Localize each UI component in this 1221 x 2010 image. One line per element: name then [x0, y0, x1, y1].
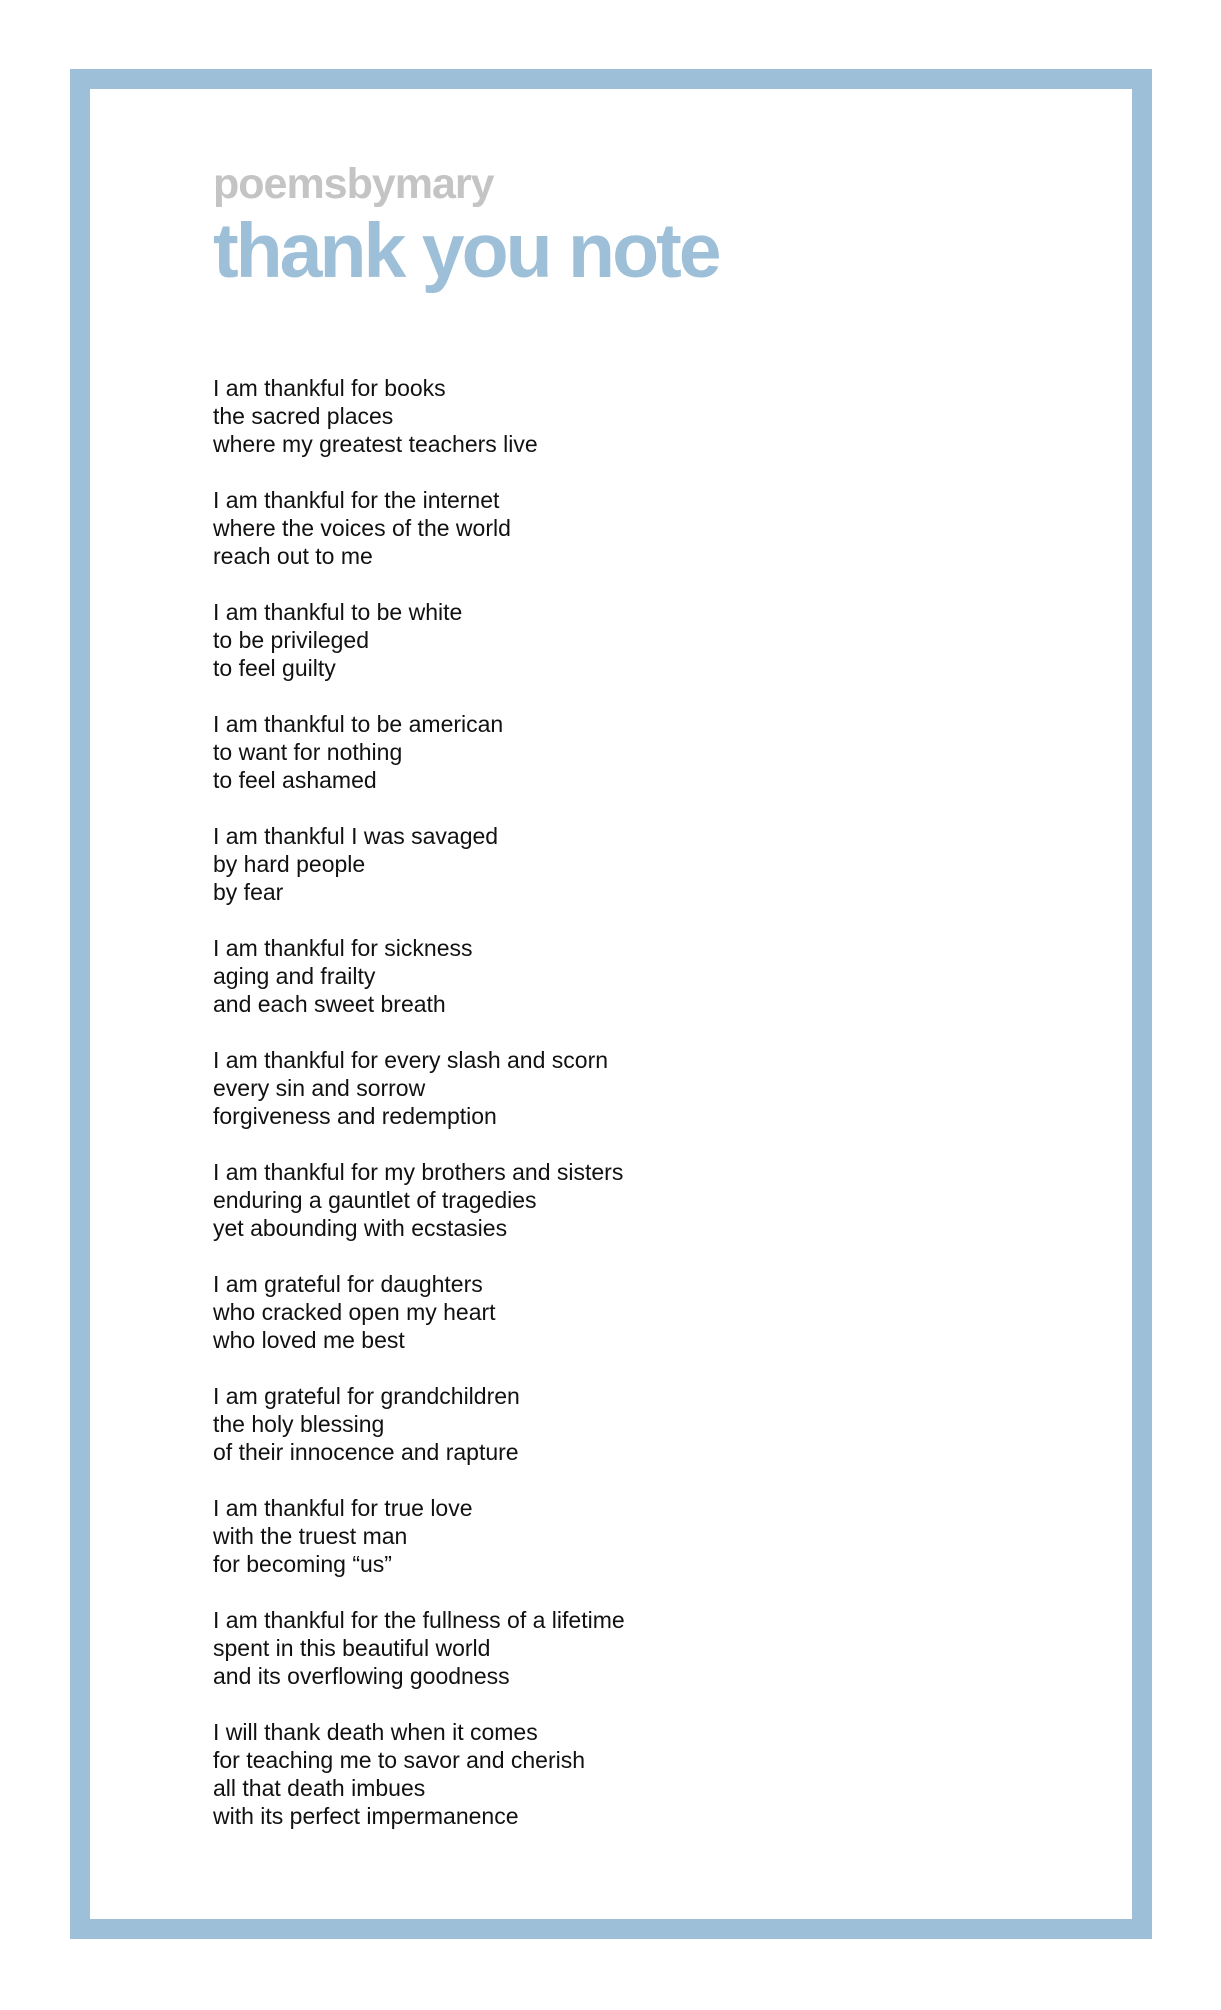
- poem-line: spent in this beautiful world: [213, 1635, 491, 1661]
- poem-line: for teaching me to savor and cherish: [213, 1747, 586, 1773]
- poem-line: with the truest man: [213, 1523, 408, 1549]
- poem-stanza: [213, 1718, 625, 1830]
- poem-line: I am thankful I was savaged: [213, 823, 499, 849]
- poem-stanza: [213, 374, 625, 458]
- poem-body: [213, 374, 625, 1858]
- poem-line: I am thankful for true love: [213, 1495, 473, 1521]
- poem-stanza: [213, 1270, 625, 1354]
- poem-line: I am thankful to be white: [213, 599, 463, 625]
- poem-line: I am thankful to be american: [213, 711, 504, 737]
- author-name: poemsbymary: [213, 160, 494, 208]
- poem-line: who cracked open my heart: [213, 1299, 496, 1325]
- poem-line: to want for nothing: [213, 739, 403, 765]
- poem-line: I will thank death when it comes: [213, 1719, 538, 1745]
- poem-stanza: [213, 486, 625, 570]
- poem-line: by hard people: [213, 851, 366, 877]
- poem-stanza: [213, 1158, 625, 1242]
- poem-line: I am thankful for the fullness of a lifetime: [213, 1607, 625, 1633]
- poem-stanza: [213, 1382, 625, 1466]
- poem-stanza: [213, 934, 625, 1018]
- poem-line: where the voices of the world: [213, 515, 511, 541]
- poem-stanza: [213, 822, 625, 906]
- poem-line: to feel guilty: [213, 655, 336, 681]
- poem-line: forgiveness and redemption: [213, 1103, 497, 1129]
- poem-line: to be privileged: [213, 627, 369, 653]
- poem-line: with its perfect impermanence: [213, 1803, 519, 1829]
- poem-stanza: [213, 1046, 625, 1130]
- poem-line: every sin and sorrow: [213, 1075, 426, 1101]
- poem-line: for becoming “us”: [213, 1551, 392, 1577]
- poem-line: all that death imbues: [213, 1775, 426, 1801]
- poem-stanza: [213, 598, 625, 682]
- poem-line: the holy blessing: [213, 1411, 385, 1437]
- poem-line: I am thankful for my brothers and sisters: [213, 1159, 624, 1185]
- poem-line: of their innocence and rapture: [213, 1439, 519, 1465]
- poem-title: thank you note: [213, 208, 719, 294]
- poem-line: I am thankful for sickness: [213, 935, 473, 961]
- poem-line: I am thankful for the internet: [213, 487, 500, 513]
- poem-line: where my greatest teachers live: [213, 431, 538, 457]
- poem-line: I am thankful for books: [213, 375, 446, 401]
- poem-line: I am grateful for daughters: [213, 1271, 483, 1297]
- poem-stanza: [213, 710, 625, 794]
- poem-line: yet abounding with ecstasies: [213, 1215, 508, 1241]
- poem-header: [213, 159, 719, 293]
- poem-line: and each sweet breath: [213, 991, 446, 1017]
- poem-line: I am grateful for grandchildren: [213, 1383, 520, 1409]
- poem-line: and its overflowing goodness: [213, 1663, 510, 1689]
- poem-line: aging and frailty: [213, 963, 376, 989]
- poem-line: reach out to me: [213, 543, 373, 569]
- poem-line: I am thankful for every slash and scorn: [213, 1047, 609, 1073]
- poem-stanza: [213, 1494, 625, 1578]
- poem-stanza: [213, 1606, 625, 1690]
- poem-line: enduring a gauntlet of tragedies: [213, 1187, 537, 1213]
- poem-line: to feel ashamed: [213, 767, 377, 793]
- poem-line: by fear: [213, 879, 284, 905]
- poem-line: the sacred places: [213, 403, 394, 429]
- poem-line: who loved me best: [213, 1327, 405, 1353]
- page-frame: [70, 69, 1152, 1939]
